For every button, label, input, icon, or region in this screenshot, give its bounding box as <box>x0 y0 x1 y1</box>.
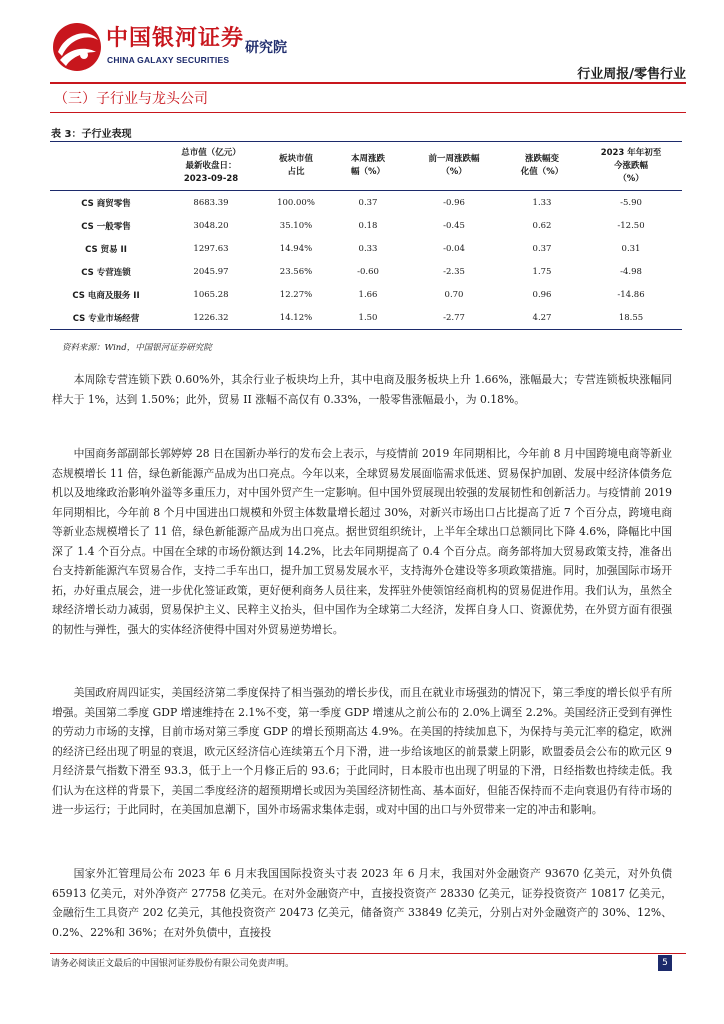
footer-divider <box>50 953 686 954</box>
table-cell: 35.10% <box>279 220 313 231</box>
page-number: 5 <box>658 955 672 971</box>
table-cell: 100.00% <box>277 197 315 208</box>
table-row <box>50 306 682 330</box>
body-paragraph: 中国商务部副部长郭婷婷 28 日在国新办举行的发布会上表示，与疫情前 2019 年同期相比，今年前 8 月中国跨境电商等新业态规模增长 11 倍，绿色新能源产品成为出口亮点。今年以来，全球贸易发展面临需求低迷、贸易保护加剧、发展中经济体债务危机以及地缘政治影响外溢等多重压力，对中国外贸产生一定影响。但中国外贸展现出较强的发展韧性和创新活力。与疫情前 2019 年同期相比，今年前 8 个月中国进出口规模和外贸主体数量增长超过 30%，对新兴市场出口占比提高了近 7 个百分点，跨境电商等新业态规模增长了 11 倍，绿色新能源产品成为出口亮点。据世贸组织统计，上半年全球出口总额同比下降 4.6%，降幅比中国深了 1.4 个百分点。中国在全球的市场份额达到 14.2%，比去年同期提高了 0.4 个百分点。商务部将加大贸易政策支持，准备出台支持新能源汽车贸易合作，支持二手车出口，提升加工贸易发展水平，支持海外仓建设等多项政策措施。同时，加强国际市场开拓，办好重点展会，进一步优化签证政策，更好便利商务人员往来，发挥驻外使领馆经商机构的贸易促进作用。我们认为，虽然全球经济增长动力减弱，贸易保护主义、民粹主义抬头，但中国作为全球第二大经济，发挥自身人口、资源优势，在外贸方面有很强的韧性与弹性，强大的实体经济使得中国对外贸易逆势增长。 <box>52 447 672 636</box>
report-type: 行业周报/零售行业 <box>577 67 686 82</box>
table-cell: 0.33 <box>358 243 378 254</box>
table-cell: 0.37 <box>358 197 378 208</box>
table-row-label: CS 专营连锁 <box>81 267 131 278</box>
table-row <box>50 191 682 215</box>
table-row <box>50 260 682 283</box>
table-header-row <box>50 142 682 191</box>
subsector-performance-table <box>50 141 682 330</box>
table-header-cell: 前一周涨跌幅 （%） <box>428 154 480 177</box>
table-cell: 2045.97 <box>193 266 229 277</box>
table-header-cell: 涨跌幅变 化值（%） <box>520 154 564 177</box>
section-title: （三）子行业与龙头公司 <box>54 91 208 107</box>
research-institute-label: 研究院 <box>245 40 287 56</box>
table-header-cell: 板块市值 占比 <box>278 154 313 177</box>
table-cell: 1065.28 <box>193 289 229 300</box>
table-cell: -14.86 <box>617 289 645 300</box>
table-cell: -0.96 <box>443 197 465 208</box>
logo-english-name: CHINA GALAXY SECURITIES <box>107 55 230 65</box>
table-cell: -0.04 <box>443 243 465 254</box>
logo-chinese-name: 中国银河证券 <box>106 26 245 51</box>
table-source: 资料来源：Wind，中国银河证券研究院 <box>62 343 212 353</box>
table-row-label: CS 一般零售 <box>81 221 131 232</box>
table-header-cell: 本周涨跌 幅（%） <box>350 154 386 177</box>
table-cell: 1297.63 <box>193 243 229 254</box>
table-caption: 表 3：子行业表现 <box>51 129 132 140</box>
table-row <box>50 237 682 260</box>
table-cell: 23.56% <box>279 266 313 277</box>
table-cell: 1.66 <box>358 289 378 300</box>
table-cell: 1.75 <box>532 266 552 277</box>
section-divider <box>50 112 686 113</box>
table-cell: -2.35 <box>443 266 465 277</box>
body-paragraph: 美国政府周四证实，美国经济第二季度保持了相当强劲的增长步伐，而且在就业市场强劲的情况下，第三季度的增长似乎有所增强。美国第二季度 GDP 增速维持在 2.1%不变，第一季度 GDP 增速从之前公布的 2.0%上调至 2.2%。美国经济正受到有弹性的劳动力市场的支撑，目前市场对第三季度 GDP 的增长预期高达 4.9%。在美国的持续加息下，为保持与美元汇率的稳定，欧洲的经济已经出现了明显的衰退，欧元区经济信心连续第五个月下滑，进一步给该地区的前景蒙上阴影，欧盟委员会公布的欧元区 9 月经济景气指数下滑至 93.3，低于上一个月修正后的 93.6；于此同时，日本股市也出现了明显的下滑，日经指数也持续走低。我们认为在这样的背景下，美国二季度经济的超预期增长或因为美国经济韧性高、基本面好，但能否保持而不走向衰退仍有待市场的进一步运行；于此同时，在美国加息潮下，国外市场需求集体走弱，或对中国的出口与外贸带来一定的冲击和影响。 <box>52 686 672 816</box>
page-header <box>0 0 724 90</box>
body-paragraph: 本周除专营连锁下跌 0.60%外，其余行业子板块均上升，其中电商及服务板块上升 1.66%，涨幅最大；专营连锁板块涨幅同样大于 1%，达到 1.50%；此外，贸易 II 涨幅不高仅有 0.33%，一般零售涨幅最小，为 0.18%。 <box>52 373 672 406</box>
table-cell: 14.12% <box>279 312 313 323</box>
table-cell: 0.18 <box>358 220 378 231</box>
table-cell: -0.60 <box>357 266 379 277</box>
table-cell: 0.37 <box>532 243 552 254</box>
table-row <box>50 283 682 306</box>
table-cell: 1.33 <box>532 197 552 208</box>
table-row <box>50 214 682 237</box>
table-cell: 18.55 <box>618 312 644 323</box>
table-row-label: CS 专业市场经营 <box>72 313 140 324</box>
table-cell: -12.50 <box>617 220 645 231</box>
table-cell: -4.98 <box>620 266 642 277</box>
header-divider <box>50 82 686 84</box>
table-cell: 0.62 <box>532 220 552 231</box>
table-header-cell: 总市值（亿元） 最新收盘日： 2023-09-28 <box>181 147 241 184</box>
table-row-label: CS 贸易 II <box>85 244 127 255</box>
table-cell: -5.90 <box>620 197 642 208</box>
table-cell: 1.50 <box>358 312 378 323</box>
table-row-label: CS 电商及服务 II <box>72 290 140 301</box>
table-row-label: CS 商贸零售 <box>81 198 131 209</box>
table-cell: 0.70 <box>444 289 464 300</box>
table-cell: 12.27% <box>279 289 313 300</box>
table-body <box>50 191 682 330</box>
table-cell: 0.96 <box>532 289 552 300</box>
table-cell: 8683.39 <box>193 197 229 208</box>
galaxy-logo-icon <box>52 22 102 72</box>
footer-disclaimer: 请务必阅读正文最后的中国银河证券股份有限公司免责声明。 <box>51 959 295 969</box>
body-paragraph: 国家外汇管理局公布 2023 年 6 月末我国国际投资头寸表 2023 年 6 月末，我国对外金融资产 93670 亿美元，对外负债 65913 亿美元，对外净资产 27758 亿美元。在对外金融资产中，直接投资资产 28330 亿美元，证券投资资产 10817 亿美元，金融衍生工具资产 202 亿美元，其他投资资产 20473 亿美元，储备资产 33849 亿美元，分别占对外金融资产的 30%、12%、0.2%、22%和 36%；在对外负债中，直接投 <box>52 867 672 939</box>
table-cell: 0.31 <box>621 243 641 254</box>
table-cell: 4.27 <box>532 312 552 323</box>
table-cell: 3048.20 <box>193 220 229 231</box>
table-cell: 14.94% <box>279 243 313 254</box>
table-cell: 1226.32 <box>193 312 229 323</box>
table-cell: -0.45 <box>443 220 465 231</box>
table-header-cell: 2023 年年初至 今涨跌幅 （%） <box>600 147 662 184</box>
table-cell: -2.77 <box>443 312 465 323</box>
table-header-cell <box>50 142 162 191</box>
